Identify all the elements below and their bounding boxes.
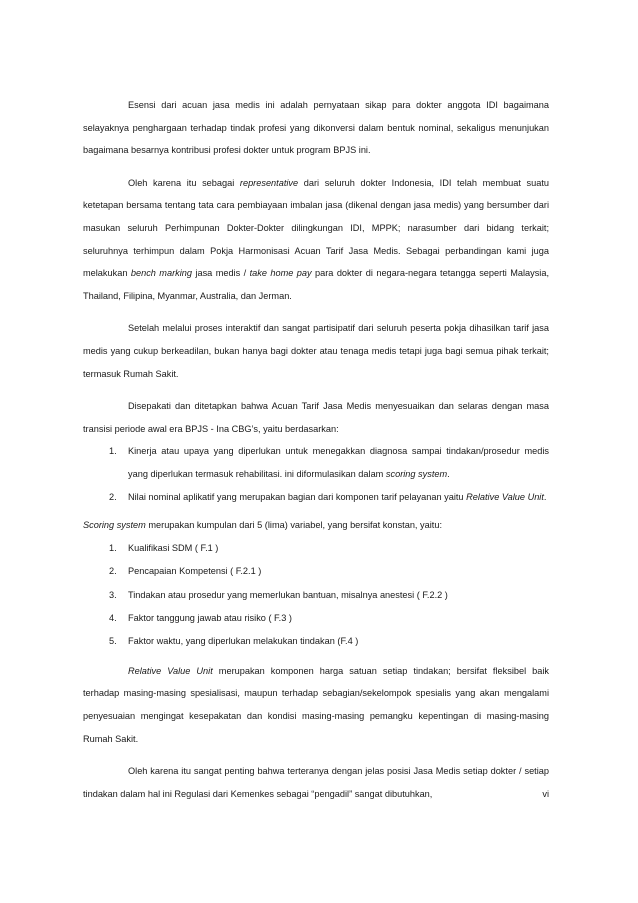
text-run: . bbox=[447, 468, 450, 479]
text-run: para dokter di negara-negara tetangga seperti Malaysia, Thailand, Filipina, Myanmar, Australia, dan Jerman. bbox=[83, 268, 550, 301]
italic-term: scoring system bbox=[385, 468, 448, 479]
list-number: 2. bbox=[109, 491, 117, 502]
text-run: jasa medis / bbox=[192, 268, 250, 279]
paragraph-disepakati: Disepakati dan ditetapkan bahwa Acuan Tarif Jasa Medis menyesuaikan dan selaras dengan masa transisi periode awal era BPJS - Ina CBG’s, yaitu berdasarkan: bbox=[83, 401, 549, 434]
page-body bbox=[83, 94, 549, 805]
text-run: merupakan kumpulan dari 5 (lima) variabel, yang bersifat konstan, yaitu: bbox=[145, 520, 443, 531]
text-run: Kinerja atau upaya yang diperlukan untuk menegakkan diagnosa sampai tindakan/prosedur medis yang diperlukan termasuk rehabilitasi. ini diformulasikan dalam bbox=[128, 446, 549, 479]
italic-term: Relative Value Unit bbox=[466, 491, 544, 502]
list-item bbox=[83, 440, 549, 485]
list-item bbox=[83, 584, 549, 607]
basis-list bbox=[83, 440, 549, 508]
text-run: dari seluruh dokter Indonesia, IDI telah membuat suatu ketetapan bersama tentang tata cara pembiayaan imbalan jasa (dikenal dengan jasa medis) yang bersumber dari masukan seluruh Perhimpunan Dokter-Dokter dilingkungan IDI, MPPK; narasumber dari bidang terkait; seluruhnya terhimpun dalam Pokja Harmonisasi Acuan Tarif Jasa Medis. Sebagai perbandingan kami juga melakukan bbox=[83, 177, 549, 279]
list-number: 1. bbox=[109, 542, 117, 553]
paragraph-relative-value-unit bbox=[83, 660, 549, 750]
paragraph-scoring-system bbox=[83, 514, 549, 537]
list-text: Tindakan atau prosedur yang memerlukan bantuan, misalnya anestesi ( F.2.2 ) bbox=[128, 589, 448, 600]
list-item bbox=[83, 486, 549, 509]
italic-term: Relative Value Unit bbox=[128, 665, 213, 676]
list-text: Faktor tanggung jawab atau risiko ( F.3 ) bbox=[128, 612, 292, 623]
list-item bbox=[83, 630, 549, 653]
italic-term: take home pay bbox=[249, 268, 312, 279]
page-number: vi bbox=[542, 789, 549, 799]
paragraph-esensi: Esensi dari acuan jasa medis ini adalah pernyataan sikap para dokter anggota IDI bagaimana selayaknya penghargaan terhadap tindak profesi yang dikonversi dalam bentuk nominal, sekaligus menunjukan bagaimana besarnya kontribusi profesi dokter untuk program BPJS ini. bbox=[83, 100, 549, 156]
list-item bbox=[83, 607, 549, 630]
list-item bbox=[83, 560, 549, 583]
paragraph-representative bbox=[83, 172, 549, 308]
text-run: Nilai nominal aplikatif yang merupakan bagian dari komponen tarif pelayanan yaitu bbox=[128, 491, 467, 502]
italic-term: representative bbox=[239, 177, 299, 188]
paragraph-regulasi: Oleh karena itu sangat penting bahwa terteranya dengan jelas posisi Jasa Medis setiap dokter / setiap tindakan dalam hal ini Regulasi dari Kemenkes sebagai “pengadil” sangat dibutuhkan, bbox=[83, 766, 549, 799]
text-run: . bbox=[543, 491, 547, 502]
list-text: Pencapaian Kompetensi ( F.2.1 ) bbox=[128, 566, 262, 577]
list-number: 4. bbox=[109, 612, 117, 623]
list-number: 5. bbox=[109, 636, 117, 647]
list-text: Faktor waktu, yang diperlukan melakukan tindakan (F.4 ) bbox=[128, 636, 359, 647]
list-number: 1. bbox=[109, 446, 117, 457]
list-item bbox=[83, 537, 549, 560]
list-number: 2. bbox=[109, 566, 117, 577]
text-run: merupakan komponen harga satuan setiap tindakan; bersifat fleksibel baik terhadap masing-masing spesialisasi, maupun terhadap sebagian/sekelompok spesialis yang akan mengalami penyesuaian mengingat kesepakatan dan kondisi masing-masing pemangku kepentingan di masing-masing Rumah Sakit. bbox=[83, 665, 550, 744]
list-number: 3. bbox=[109, 589, 117, 600]
variables-list bbox=[83, 537, 549, 654]
paragraph-proses: Setelah melalui proses interaktif dan sangat partisipatif dari seluruh peserta pokja dihasilkan tarif jasa medis yang cukup berkeadilan, bukan hanya bagi dokter atau tenaga medis tetapi juga bagi semua pihak terkait; termasuk Rumah Sakit. bbox=[83, 323, 549, 379]
italic-term: bench marking bbox=[130, 268, 192, 279]
list-text: Kualifikasi SDM ( F.1 ) bbox=[128, 542, 219, 553]
italic-term: Scoring system bbox=[83, 520, 146, 531]
text-run: Oleh karena itu sebagai bbox=[128, 177, 240, 188]
